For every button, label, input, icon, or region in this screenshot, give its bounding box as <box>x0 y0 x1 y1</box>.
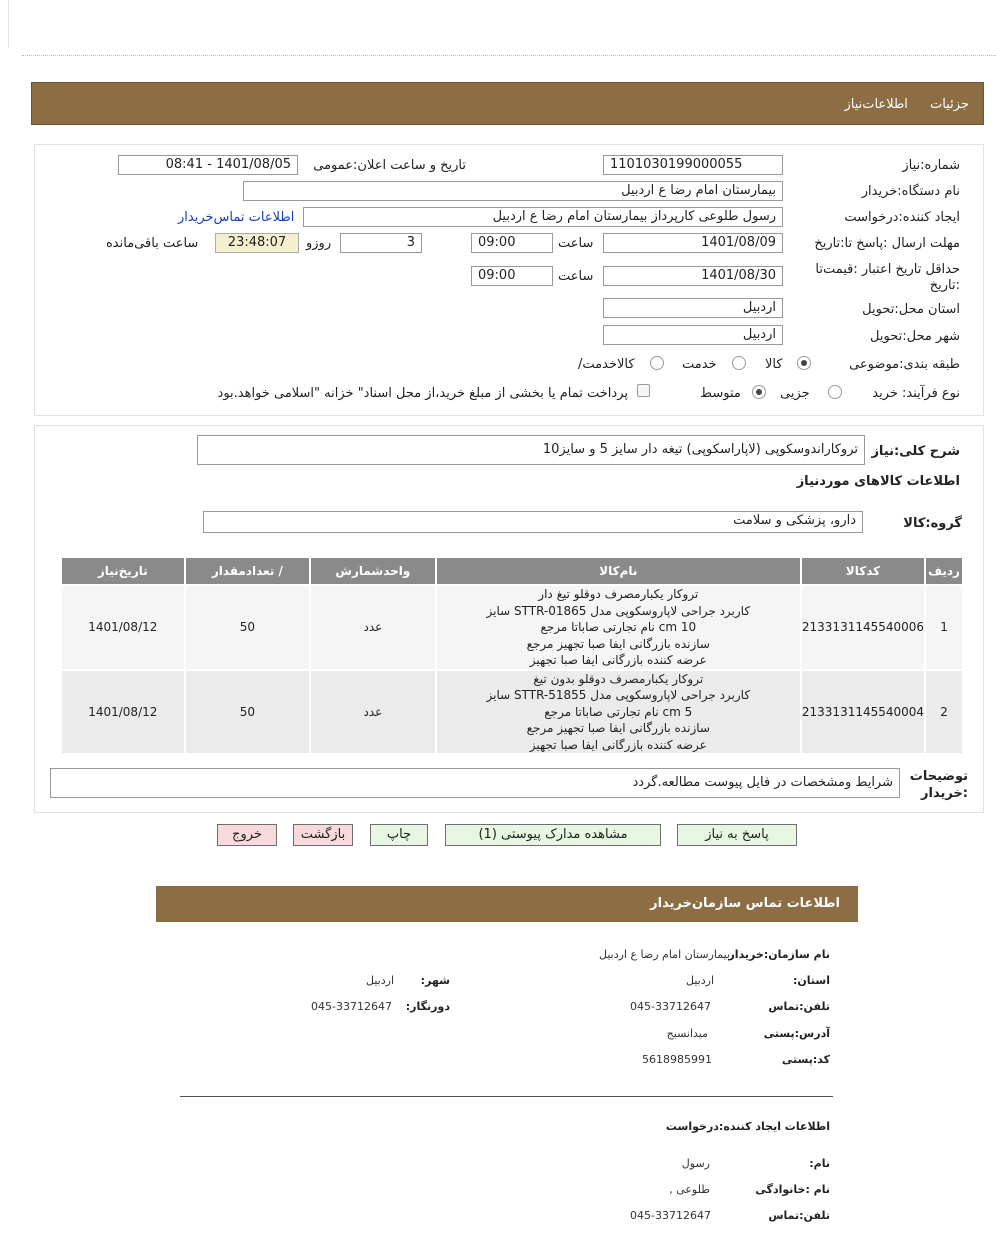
validity-date-field: 1401/08/30 <box>603 266 783 286</box>
cell-name <box>437 671 800 754</box>
contact-postal-value: 5618985991 <box>642 1053 712 1066</box>
contact-city-value: اردبیل <box>366 974 394 987</box>
name-line: تروکار یکبارمصرف دوقلو بدون تیغ <box>533 671 704 686</box>
cell-row: 2 <box>926 671 962 754</box>
contact-org-label: نام سازمان:خریدار <box>728 948 830 961</box>
remaining-label: ساعت باقی‌مانده <box>106 236 199 251</box>
contact-org-value: بیمارستان امام رضا ع اردبیل <box>598 948 730 961</box>
buyer-contact-header: اطلاعات تماس سازمان‌خریدار <box>156 886 858 922</box>
contact-province-label: استان: <box>793 974 830 987</box>
creator-family-value: طلوعی , <box>669 1183 710 1196</box>
process-type-label: نوع فرآیند: خرید <box>872 386 960 401</box>
process-option-medium: متوسط <box>700 386 741 401</box>
goods-table <box>60 556 964 755</box>
goods-group-label: گروه:کالا <box>903 516 962 531</box>
cell-unit: عدد <box>311 586 435 669</box>
category-label: طبقه بندی:موضوعی <box>849 357 960 372</box>
cell-unit: عدد <box>311 671 435 754</box>
days-label: روزو <box>306 236 332 251</box>
announce-date-field: 1401/08/05 - 08:41 <box>118 155 298 175</box>
name-line: 10 cm نام تجارتی صاباتا مرجع <box>540 620 697 634</box>
process-radio-minor[interactable] <box>828 385 842 399</box>
cell-code: 2133131145540006 <box>802 586 924 669</box>
goods-group-field: دارو، پزشکی و سلامت <box>203 511 863 533</box>
name-line: سازنده بازرگانی ایفا صبا تجهیز مرجع <box>526 721 710 735</box>
contact-address-label: آدرس:پستی <box>763 1027 830 1040</box>
cell-date: 1401/08/12 <box>62 586 184 669</box>
delivery-city-field: اردبیل <box>603 325 783 345</box>
validity-time-field: 09:00 <box>471 266 553 286</box>
need-number-field: 1101030199000055 <box>603 155 783 175</box>
col-header-unit: واحدشمارش <box>311 558 435 584</box>
reply-button[interactable]: پاسخ به نیاز <box>677 824 797 846</box>
contact-divider <box>180 1096 833 1097</box>
treasury-payment-note: پرداخت تمام یا بخشی از مبلغ خرید،از محل اسناد" خزانه "اسلامی خواهد.بود <box>217 386 628 401</box>
goods-info-title: اطلاعات کالاهای موردنیاز <box>796 474 960 489</box>
contact-fax-label: دورنگار: <box>405 1000 450 1013</box>
cell-row: 1 <box>926 586 962 669</box>
delivery-province-field: اردبیل <box>603 298 783 318</box>
contact-phone-value: 045-33712647 <box>630 1000 711 1013</box>
buyer-contact-link[interactable]: اطلاعات تماس‌خریدار <box>178 210 295 225</box>
buyer-notes-label: توضیحات :خریدار <box>909 769 968 801</box>
days-field: 3 <box>340 233 422 253</box>
name-line: تروکار یکبارمصرف دوقلو تیغ دار <box>538 587 699 601</box>
creator-phone-value: 045-33712647 <box>630 1209 711 1222</box>
name-line: عرضه کننده بازرگانی ایفا صبا تجهیز <box>529 653 707 667</box>
general-desc-field: تروکاراندوسکوپی (لاپاراسکوپی) تیغه دار سایز 5 و سایز10 <box>197 435 865 465</box>
category-radio-goods[interactable] <box>797 356 811 370</box>
back-button[interactable]: بازگشت <box>293 824 353 846</box>
col-header-date: تاریخ‌نیاز <box>62 558 184 584</box>
table-row <box>62 671 962 754</box>
cell-name <box>437 586 800 669</box>
category-radio-service[interactable] <box>732 356 746 370</box>
cell-qty: 50 <box>186 586 310 669</box>
name-line: کاربرد جراحی لاپاروسکوپی مدل STTR-51855 سایز <box>486 688 751 702</box>
validity-hour-label: ساعت <box>558 269 594 284</box>
delivery-city-label: شهر محل:تحویل <box>870 329 960 344</box>
delivery-province-label: استان محل:تحویل <box>862 302 960 317</box>
category-option-goods-service: /کالاخدمت <box>578 357 635 372</box>
contact-address-value: میدانسبح <box>666 1027 708 1040</box>
process-radio-medium[interactable] <box>752 385 766 399</box>
deadline-hour-label: ساعت <box>558 236 594 251</box>
announce-date-label: تاریخ و ساعت اعلان:عمومی <box>313 158 466 173</box>
creator-name-label: نام: <box>809 1157 830 1170</box>
exit-button[interactable]: خروج <box>217 824 277 846</box>
col-header-row: ردیف <box>926 558 962 584</box>
remaining-timer: 23:48:07 <box>215 233 299 253</box>
process-option-minor: جزیی <box>780 386 810 401</box>
buyer-org-label: نام دستگاه:خریدار <box>861 184 960 199</box>
creator-family-label: نام :خانوادگی <box>755 1183 830 1196</box>
treasury-payment-checkbox[interactable] <box>637 384 650 397</box>
left-edge-line <box>8 0 9 48</box>
top-divider <box>22 0 996 56</box>
contact-province-value: اردبیل <box>686 974 714 987</box>
name-line: عرضه کننده بازرگانی ایفا صبا تجهیز <box>529 737 707 752</box>
print-button[interactable]: چاپ <box>370 824 428 846</box>
section-header-bar <box>31 82 984 125</box>
request-creator-field: رسول طلوعی کارپرداز بیمارستان امام رضا ع اردبیل <box>303 207 783 227</box>
deadline-date-field: 1401/08/09 <box>603 233 783 253</box>
contact-fax-value: 045-33712647 <box>311 1000 392 1013</box>
col-header-qty: / تعدادمقدار <box>186 558 310 584</box>
col-header-code: کدکالا <box>802 558 924 584</box>
table-row <box>62 586 962 669</box>
tab-need-info[interactable]: اطلاعات‌نیاز <box>844 97 908 112</box>
name-line: 5 cm نام تجارتی صاباتا مرجع <box>544 704 693 719</box>
general-desc-label: شرح کلی:نیاز <box>871 444 960 459</box>
creator-name-value: رسول <box>681 1157 710 1170</box>
category-option-goods: کالا <box>765 357 783 372</box>
cell-code: 2133131145540004 <box>802 671 924 754</box>
buyer-notes-field: شرایط ومشخصات در فایل پیوست مطالعه.گردد <box>50 768 900 798</box>
view-attachments-button[interactable]: مشاهده مدارک پیوستی (1) <box>445 824 661 846</box>
name-line: کاربرد جراحی لاپاروسکوپی مدل STTR-01865 سایز <box>486 603 751 618</box>
deadline-label: مهلت ارسال :پاسخ تا:تاریخ <box>814 236 960 251</box>
category-option-service: خدمت <box>682 357 717 372</box>
request-creator-label: ایجاد کننده:درخواست <box>844 210 960 225</box>
contact-phone-label: تلفن:تماس <box>768 1000 830 1013</box>
validity-label: حداقل تاریخ اعتبار :قیمت‌تا :تاریخ <box>815 262 960 293</box>
buyer-org-field: بیمارستان امام رضا ع اردبیل <box>243 181 783 201</box>
tab-details[interactable]: جزئیات <box>930 97 969 112</box>
need-number-label: شماره:نیاز <box>902 158 960 173</box>
contact-city-label: شهر: <box>420 974 450 987</box>
creator-phone-label: تلفن:تماس <box>768 1209 830 1222</box>
name-line: سازنده بازرگانی ایفا صبا تجهیز مرجع <box>526 636 710 651</box>
cell-qty: 50 <box>186 671 310 754</box>
cell-date: 1401/08/12 <box>62 671 184 754</box>
creator-info-title: اطلاعات ایجاد کننده:درخواست <box>665 1120 830 1133</box>
col-header-name: نام‌کالا <box>437 558 800 584</box>
category-radio-goods-service[interactable] <box>650 356 664 370</box>
deadline-time-field: 09:00 <box>471 233 553 253</box>
contact-postal-label: کد:پستی <box>781 1053 830 1066</box>
